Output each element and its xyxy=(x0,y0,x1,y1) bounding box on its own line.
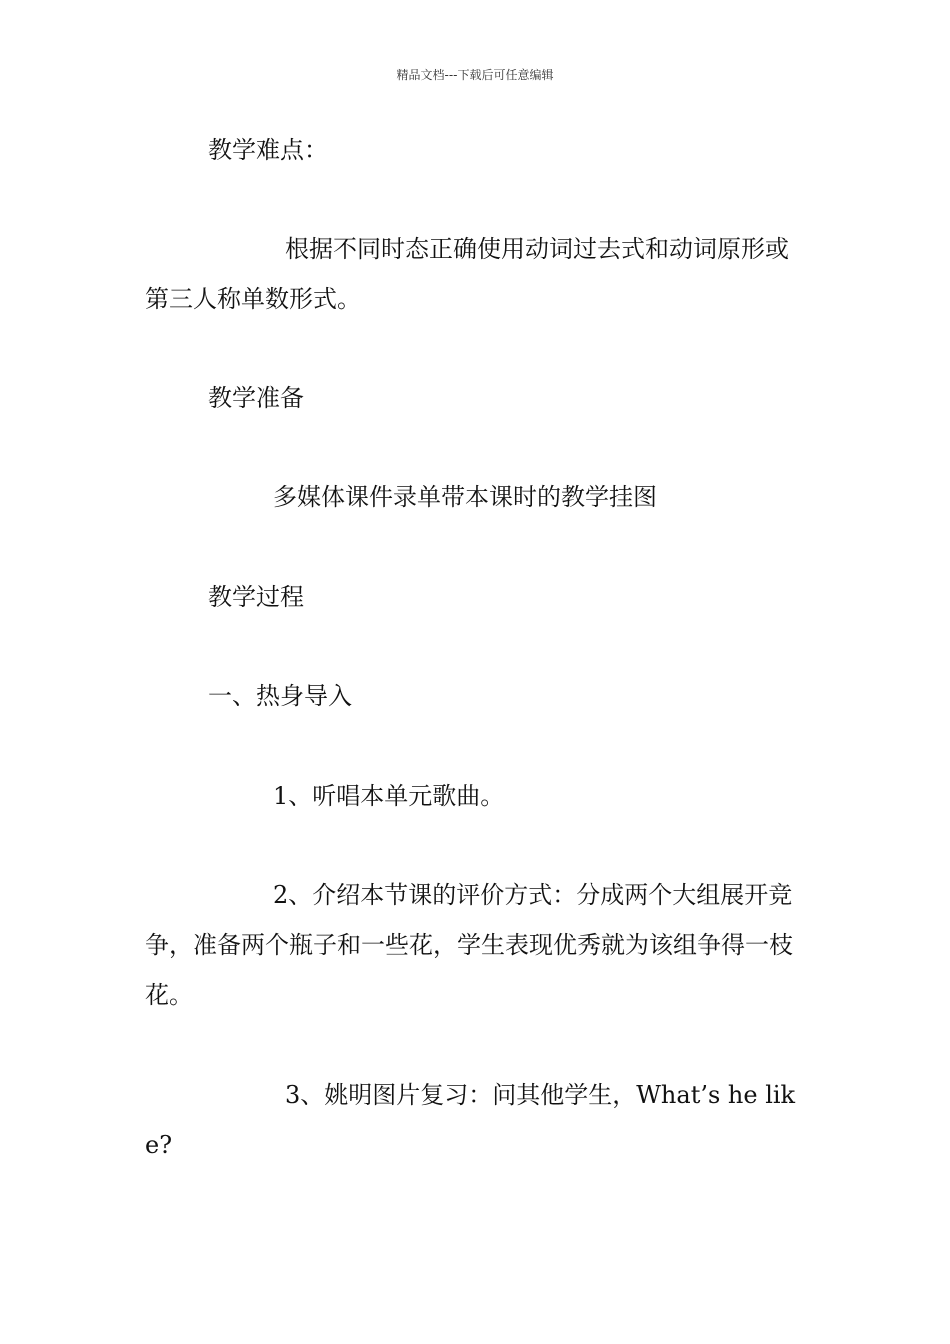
heading-teaching-difficulty: 教学难点： xyxy=(208,136,328,164)
paragraph-teaching-preparation-content: 多媒体课件录单带本课时的教学挂图 xyxy=(273,483,657,511)
heading-warm-up: 一、热身导入 xyxy=(208,682,352,710)
heading-teaching-preparation: 教学准备 xyxy=(208,384,304,412)
list-item-2: 2、介绍本节课的评价方式：分成两个大组展开竞争，准备两个瓶子和一些花，学生表现优秀就为该组争得一枝花。 xyxy=(145,881,793,1009)
paragraph-teaching-difficulty-content: 根据不同时态正确使用动词过去式和动词原形或第三人称单数形式。 xyxy=(145,235,789,313)
page-header: 精品文档---下载后可任意编辑 xyxy=(396,68,554,82)
heading-teaching-process: 教学过程 xyxy=(208,583,304,611)
list-item-3: 3、姚明图片复习：问其他学生，What’s he like? xyxy=(145,1081,796,1159)
list-item-1: 1、听唱本单元歌曲。 xyxy=(273,782,505,810)
